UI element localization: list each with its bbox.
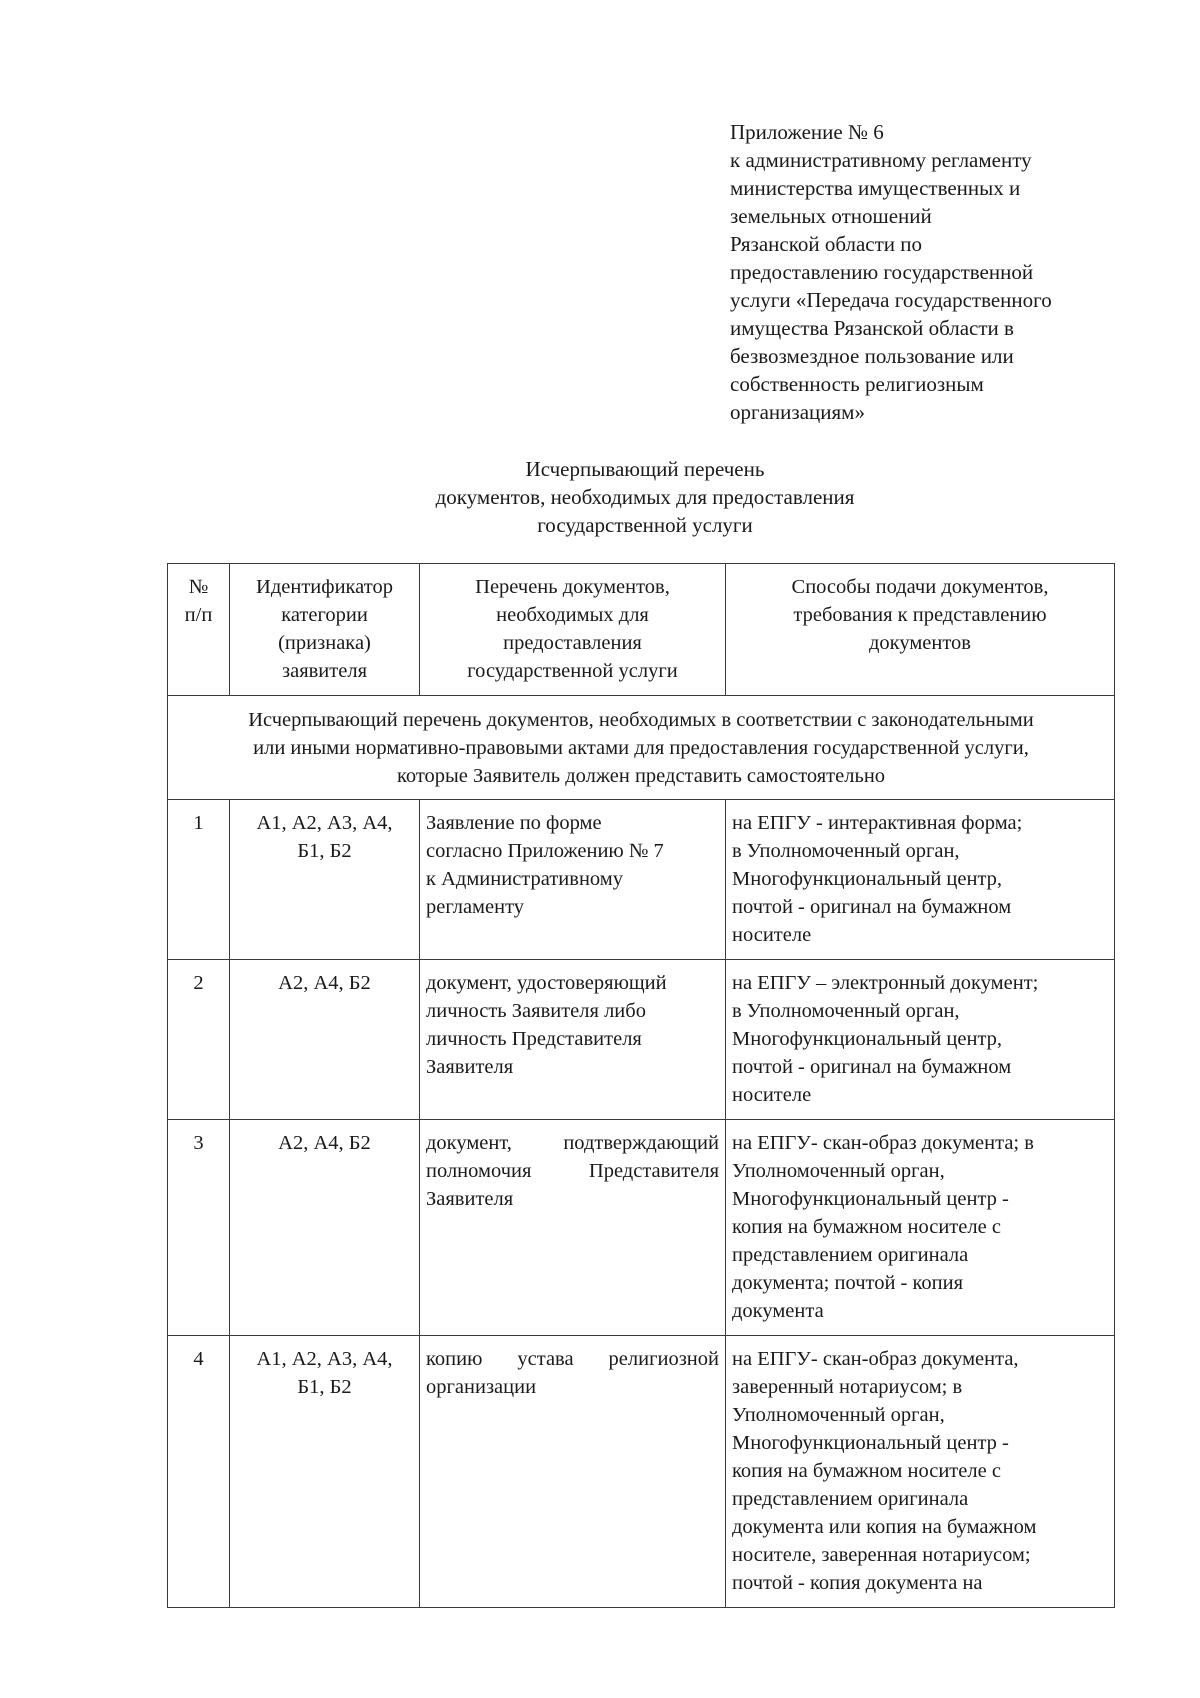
cell-line: личность Представителя [426,1028,642,1050]
header-text: (признака) [278,632,371,654]
header-text: предоставления [503,632,642,654]
cell-line: документ, удостоверяющий [426,972,667,994]
section-line: Исчерпывающий перечень документов, необходимых в соответствии с законодательными [248,709,1034,731]
header-text: Способы подачи документов, [791,576,1049,598]
cell-line: Уполномоченный орган, [732,1160,945,1182]
header-text: государственной услуги [467,660,678,682]
appendix-line: Приложение № 6 [730,120,884,144]
cell-line: на ЕПГУ – электронный документ; [732,972,1039,994]
cell-line: к Административному [426,868,623,890]
row-number: 3 [168,1120,230,1336]
cell-line: Многофункциональный центр, [732,868,1003,890]
header-text: Идентификатор [256,576,393,598]
cell-line: представлением оригинала [732,1244,969,1266]
cell-line: А2, А4, Б2 [278,972,371,994]
cell-line: на ЕПГУ- скан-образ документа; в [732,1132,1034,1154]
appendix-line: министерства имущественных и [730,176,1021,200]
header-applicant-id [230,564,420,696]
cell-line: документа; почтой - копия [732,1272,964,1294]
section-line: которые Заявитель должен представить самостоятельно [396,765,886,787]
cell-line: А2, А4, Б2 [278,1132,371,1154]
cell-line: почтой - оригинал на бумажном [732,896,1012,918]
header-text: заявителя [282,660,367,682]
header-text: Перечень документов, [475,576,670,598]
cell-line: почтой - копия документа на [732,1572,983,1594]
cell-line: Многофункциональный центр - [732,1432,1009,1454]
header-text: документов [869,632,971,654]
title-line: государственной услуги [537,513,753,537]
cell-line: в Уполномоченный орган, [732,840,960,862]
cell-line: копия на бумажном носителе с [732,1460,1001,1482]
cell-line: документа [732,1300,824,1322]
row-applicant-id [230,1120,420,1336]
table-header-row [168,564,1115,696]
appendix-line: безвозмездное пользование или [730,344,1014,368]
cell-line: почтой - оригинал на бумажном [732,1056,1012,1078]
title-line: документов, необходимых для предоставления [435,485,855,509]
appendix-header [730,118,1150,426]
header-submission [726,564,1115,696]
header-text: п/п [184,604,213,626]
header-text: категории [281,604,368,626]
appendix-line: собственность религиозным [730,372,984,396]
row-number: 4 [168,1336,230,1608]
table-row [168,1120,1115,1336]
cell-line: в Уполномоченный орган, [732,1000,960,1022]
cell-line: личность Заявителя либо [426,1000,646,1022]
cell-line: Многофункциональный центр - [732,1188,1009,1210]
row-applicant-id [230,1336,420,1608]
row-submission [726,800,1115,960]
table-row [168,1336,1115,1608]
row-number: 1 [168,800,230,960]
row-number: 2 [168,960,230,1120]
appendix-line: Рязанской области по [730,232,923,256]
table-row [168,800,1115,960]
cell-line: Многофункциональный центр, [732,1028,1003,1050]
appendix-line: имущества Рязанской области в [730,316,1014,340]
cell-line: регламенту [426,896,525,918]
appendix-line: организациям» [730,400,865,424]
cell-line: согласно Приложению № 7 [426,840,664,862]
cell-line: Заявление по форме [426,812,602,834]
section-row [168,696,1115,800]
documents-table [167,563,1115,1608]
cell-line: на ЕПГУ - интерактивная форма; [732,812,1023,834]
document-title [0,455,1200,539]
header-text: необходимых для [496,604,649,626]
header-documents [420,564,726,696]
row-submission [726,960,1115,1120]
row-applicant-id [230,800,420,960]
cell-line: представлением оригинала [732,1488,969,1510]
section-line: или иными нормативно-правовыми актами для предоставления государственной услуги, [253,737,1029,759]
cell-line: А1, А2, А3, А4, [256,812,393,834]
section-heading [168,696,1115,800]
row-applicant-id [230,960,420,1120]
header-text: № [188,576,209,598]
cell-line: Уполномоченный орган, [732,1404,945,1426]
appendix-line: к административному регламенту [730,148,1032,172]
cell-line: А1, А2, А3, А4, [256,1348,393,1370]
cell-line: Б1, Б2 [297,840,352,862]
cell-line: Б1, Б2 [297,1376,352,1398]
appendix-line: земельных отношений [730,204,932,228]
row-document [420,800,726,960]
table-row [168,960,1115,1120]
row-submission [726,1120,1115,1336]
row-document [420,960,726,1120]
cell-line: носителе [732,924,812,946]
cell-line: заверенный нотариусом; в [732,1376,963,1398]
appendix-line: предоставлению государственной [730,260,1034,284]
header-num [168,564,230,696]
cell-line: на ЕПГУ- скан-образ документа, [732,1348,1019,1370]
cell-line: копия на бумажном носителе с [732,1216,1001,1238]
row-document: копию устава религиозной организации [420,1336,726,1608]
cell-line: носителе, заверенная нотариусом; [732,1544,1031,1566]
cell-line: документа или копия на бумажном [732,1516,1037,1538]
cell-line: носителе [732,1084,812,1106]
row-document: документ, подтверждающий полномочия Представителя Заявителя [420,1120,726,1336]
title-line: Исчерпывающий перечень [525,457,765,481]
header-text: требования к представлению [793,604,1047,626]
appendix-line: услуги «Передача государственного [730,288,1052,312]
cell-line: Заявителя [426,1056,514,1078]
row-submission [726,1336,1115,1608]
